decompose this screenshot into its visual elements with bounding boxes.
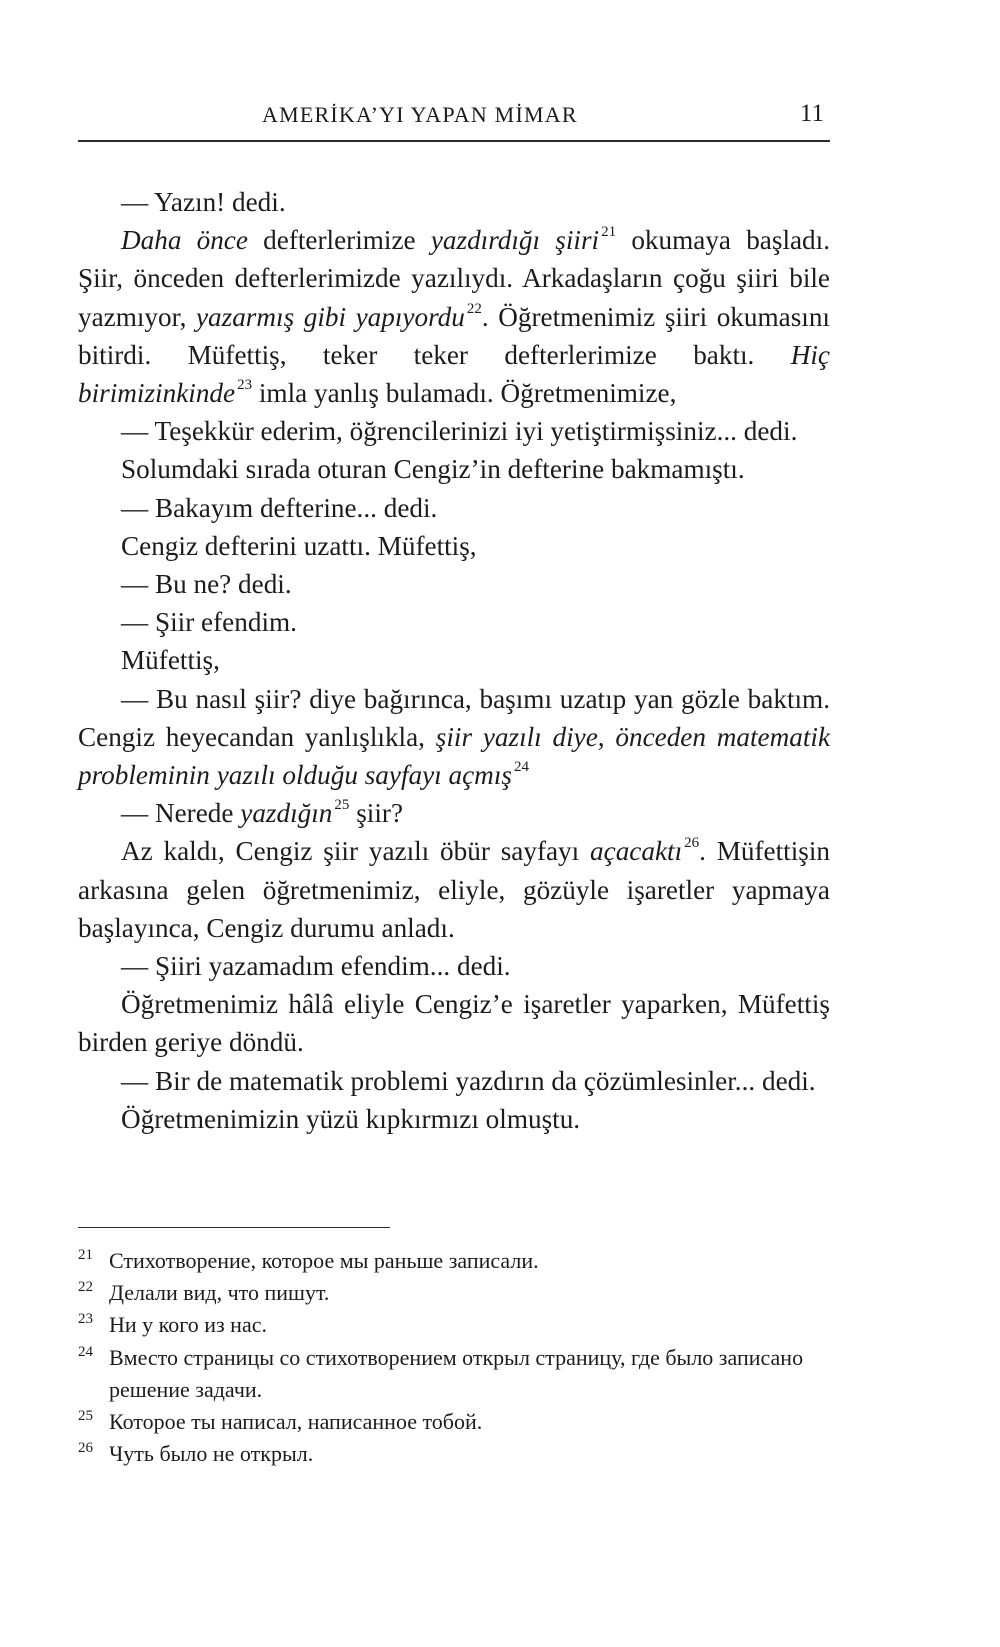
italic-phrase: Daha önce (121, 225, 248, 256)
page-number: 11 (799, 100, 824, 127)
footnote-marker: 25 (334, 797, 350, 814)
paragraph-text: — Bu ne? dedi. (121, 569, 292, 600)
paragraph (78, 221, 830, 412)
footnote-number: 21 (78, 1247, 93, 1263)
italic-phrase: yazdırdığı şiiri (430, 225, 600, 256)
paragraph (78, 1062, 830, 1100)
paragraph (78, 947, 830, 985)
paragraph-text: defterlerimize (247, 225, 431, 256)
footnote-marker: 21 (601, 224, 617, 241)
paragraph (78, 794, 830, 832)
footnote-text: Чуть было не открыл. (109, 1441, 314, 1467)
paragraph-text: — Şiiri yazamadım efendim... dedi. (121, 951, 511, 982)
paragraph (78, 489, 830, 527)
footnote-divider (78, 1227, 390, 1228)
italic-phrase: yazarmış gibi yapıyordu (195, 301, 465, 332)
footnote-marker: 26 (684, 835, 700, 852)
paragraph-text: — Teşekkür ederim, öğrencilerinizi iyi yetiştirmişsiniz... dedi. (121, 416, 798, 447)
footnote (78, 1438, 830, 1470)
paragraph (78, 641, 830, 679)
paragraph (78, 832, 830, 947)
paragraph (78, 1100, 830, 1138)
footnote-number: 24 (78, 1343, 93, 1360)
italic-phrase: şiir yazılı diye, önceden matematik probleminin yazılı olduğu sayfayı açmış (78, 721, 831, 791)
paragraph (78, 412, 830, 450)
footnote-text: Которое ты написал, написанное тобой. (109, 1409, 483, 1435)
footnote (78, 1277, 830, 1309)
footnote-number: 26 (78, 1440, 93, 1457)
paragraph-text: . Müfettişin arkasına gelen öğretmenimiz, eliyle, gözüyle işaretler yapmaya başlayınca, Cengiz durumu anladı. (78, 836, 831, 943)
footnote-text: Делали вид, что пишут. (109, 1280, 330, 1306)
paragraph-text: — Şiir efendim. (121, 607, 297, 638)
footnote-number: 22 (78, 1279, 93, 1296)
italic-phrase: Hiç birimizinkinde (78, 339, 830, 409)
italic-phrase: yazdığın (240, 798, 333, 829)
footnote-text: Ни у кого из нас. (109, 1312, 267, 1338)
paragraph-text: Öğretmenimizin yüzü kıpkırmızı olmuştu. (121, 1103, 581, 1134)
footnote-text: Вместо страницы со стихотворением открыл страницу, где было записано решение задачи. (109, 1344, 804, 1402)
italic-phrase: açacaktı (590, 836, 683, 867)
paragraph (78, 450, 830, 488)
paragraph-text: Öğretmenimiz hâlâ eliyle Cengiz’e işaretler yaparken, Müfettiş birden geriye döndü. (78, 989, 830, 1058)
paragraph-text: okumaya başladı. Şiir, önceden defterlerimizde yazılıydı. Arkadaşların çoğu şiiri bile yazmıyor, (78, 225, 831, 332)
paragraph-text: şiir? (349, 798, 404, 829)
paragraph-text: Solumdaki sırada oturan Cengiz’in defterine bakmamıştı. (121, 454, 745, 485)
paragraph (78, 985, 830, 1061)
paragraph-text: — Yazın! dedi. (121, 187, 286, 217)
footnote-number: 23 (78, 1311, 93, 1328)
footnotes (78, 1245, 830, 1470)
paragraph-text: Cengiz defterini uzattı. Müfettiş, (121, 530, 477, 561)
paragraph-text: — Bir de matematik problemi yazdırın da çözümlesinler... dedi. (121, 1065, 816, 1096)
paragraph-text: Müfettiş, (121, 645, 220, 676)
footnote (78, 1342, 830, 1406)
paragraph-text: — Bakayım defterine... dedi. (121, 492, 438, 523)
paragraph (78, 183, 830, 221)
page-header (78, 100, 830, 142)
footnote-marker: 22 (466, 300, 482, 317)
footnote (78, 1406, 830, 1438)
footnote (78, 1309, 830, 1341)
footnote-marker: 23 (237, 377, 253, 394)
paragraph-text: — Bu nasıl şiir? diye bağırınca, başımı uzatıp yan gözle baktım. Cengiz heyecandan yanlışlıkla, (78, 683, 830, 752)
paragraph (78, 527, 830, 565)
paragraph (78, 603, 830, 641)
footnote-number: 25 (78, 1408, 93, 1425)
paragraph-text: imla yanlış bulamadı. Öğretmenimize, (252, 378, 677, 409)
running-title: AMERİKA’YI YAPAN MİMAR (262, 102, 578, 127)
main-text (78, 183, 830, 1138)
paragraph (78, 565, 830, 603)
footnote-text: Стихотворение, которое мы раньше записали. (109, 1248, 539, 1273)
paragraph-text: . Öğretmenimiz şiiri okumasını bitirdi. Müfettiş, teker teker defterlerimize baktı. (78, 301, 830, 370)
footnote-marker: 24 (513, 759, 529, 776)
paragraph (78, 680, 830, 795)
paragraph-text: Az kaldı, Cengiz şiir yazılı öbür sayfayı (121, 836, 591, 867)
paragraph-text: — Nerede (121, 798, 241, 829)
footnote (78, 1245, 830, 1277)
